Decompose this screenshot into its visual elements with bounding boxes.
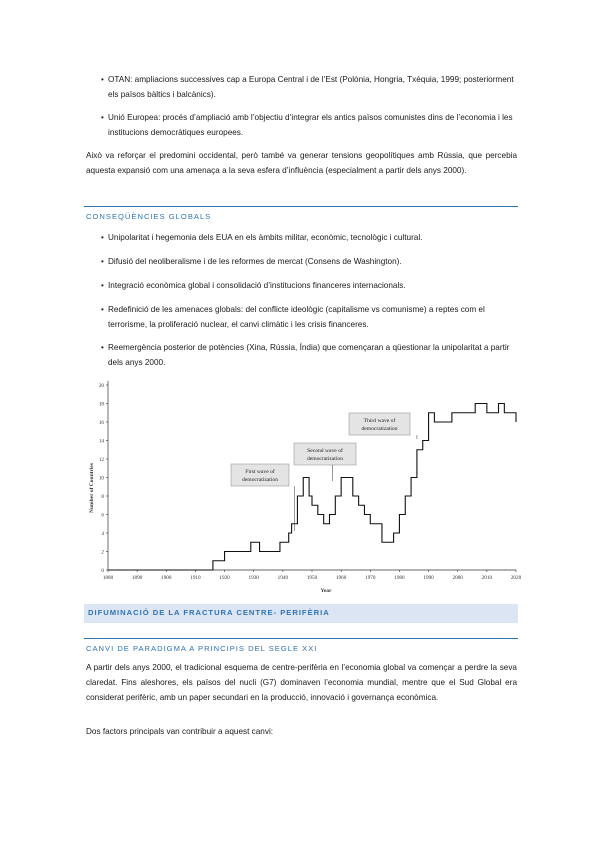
paragraph-reforc: Això va reforçar el predomini occidental, però també va generar tensions geopolítiques amb Rússia, que percebia aquesta expansió com una amenaça a la seva esfera d’influència (especialment a partir dels anys 2000). (86, 151, 517, 175)
x-tick-label: 1890 (131, 575, 143, 581)
chart-axes (108, 381, 516, 570)
x-tick-label: 1900 (161, 575, 172, 581)
annotation-label: democratization (241, 477, 279, 483)
x-tick-label: 1970 (365, 575, 376, 581)
bullet-neoliberalisme: • Difusió del neoliberalisme i de les reformes de mercat (Consens de Washington). (108, 254, 517, 269)
x-tick-label: 1880 (102, 575, 114, 581)
y-tick-label: 16 (98, 419, 104, 426)
section-band (84, 604, 518, 623)
x-tick-label: 1950 (306, 575, 318, 581)
heading-consequencies: CONSEQÜÈNCIES GLOBALS (86, 212, 212, 221)
bullet-reemergencia: • Reemergència posterior de potències (Xina, Rússia, Índia) que començaran a qüestionar la unipolaritat a partir dels anys 2000. (108, 340, 517, 370)
bullet-amenaces: • Redefinició de les amenaces globals: del conflicte ideològic (capitalisme vs comunisme) a reptes com el terrorisme, la proliferació nuclear, el canvi climàtic i les crisis financeres. (108, 302, 517, 332)
y-tick-label: 18 (98, 401, 104, 408)
annotation-label: democratization (306, 456, 344, 462)
x-tick-label: 1960 (335, 575, 347, 581)
paragraph-centre-periferia: A partir dels anys 2000, el tradicional esquema de centre-perifèria en l’economia global va començar a perdre la seva claredat. Fins aleshores, els països del nucli (G7) dominaven l’economia mundial, mentre que el Sud Global era considerat perifèric, amb un paper secundari en la producció, innovació i governança econòmica. (86, 663, 517, 702)
y-tick-label: 4 (101, 530, 104, 537)
y-tick-label: 12 (98, 456, 104, 463)
y-tick-label: 20 (98, 382, 104, 389)
x-tick-label: 1910 (190, 575, 201, 581)
bullet-unipolaritat: • Unipolaritat i hegemonia dels EUA en els àmbits militar, econòmic, tecnològic i cultural. (108, 230, 517, 245)
x-tick-label: 1980 (394, 575, 405, 581)
y-axis-label: Number of Countries (89, 462, 95, 514)
x-tick-label: 1920 (219, 575, 230, 581)
bullet-otan: • OTAN: ampliacions successives cap a Europa Central i de l’Est (Polònia, Hongria, Txèquia, 1999; posteriorment els països bàltics i balcànics). (108, 72, 517, 102)
x-tick-label: 1940 (277, 575, 289, 581)
y-tick-label: 0 (101, 567, 104, 574)
y-tick-label: 8 (101, 493, 104, 500)
annotation-wave-3 (349, 413, 417, 439)
annotation-label: First wave of (245, 469, 275, 475)
band-heading: DIFUMINACIÓ DE LA FRACTURA CENTRE- PERIFÈRIA (88, 608, 330, 617)
x-tick-label: 2000 (452, 575, 463, 581)
x-tick-label: 2010 (481, 575, 493, 581)
annotation-label: Second wave of (307, 448, 343, 454)
democratization-chart (86, 376, 522, 598)
y-tick-label: 2 (101, 549, 104, 556)
x-tick-label: 2020 (510, 575, 522, 581)
divider-consequencies (84, 206, 518, 207)
x-tick-label: 1990 (423, 575, 434, 581)
paragraph-factors: Dos factors principals van contribuir a aquest canvi: (86, 727, 274, 736)
series-line (108, 404, 516, 571)
x-axis-label: Year (320, 588, 332, 594)
annotation-label: Third wave of (363, 418, 396, 424)
annotation-wave-2 (294, 443, 356, 481)
x-tick-label: 1930 (248, 575, 259, 581)
y-tick-label: 10 (98, 475, 104, 482)
annotation-wave-1 (231, 464, 295, 531)
y-tick-label: 14 (98, 438, 104, 445)
heading-canvi-paradigma: CANVI DE PARADIGMA A PRINCIPIS DEL SEGLE XXI (86, 644, 318, 653)
annotation-label: democratization (361, 426, 398, 432)
divider-canvi (84, 638, 518, 639)
bullet-integracio: • Integració econòmica global i consolidació d’institucions financeres internacionals. (108, 278, 517, 293)
bullet-unio-europea: • Unió Europea: procés d’ampliació amb l’objectiu d’integrar els antics països comunistes dins de l’economia i les institucions democràtiques europees. (108, 110, 517, 140)
y-tick-label: 6 (101, 512, 104, 519)
